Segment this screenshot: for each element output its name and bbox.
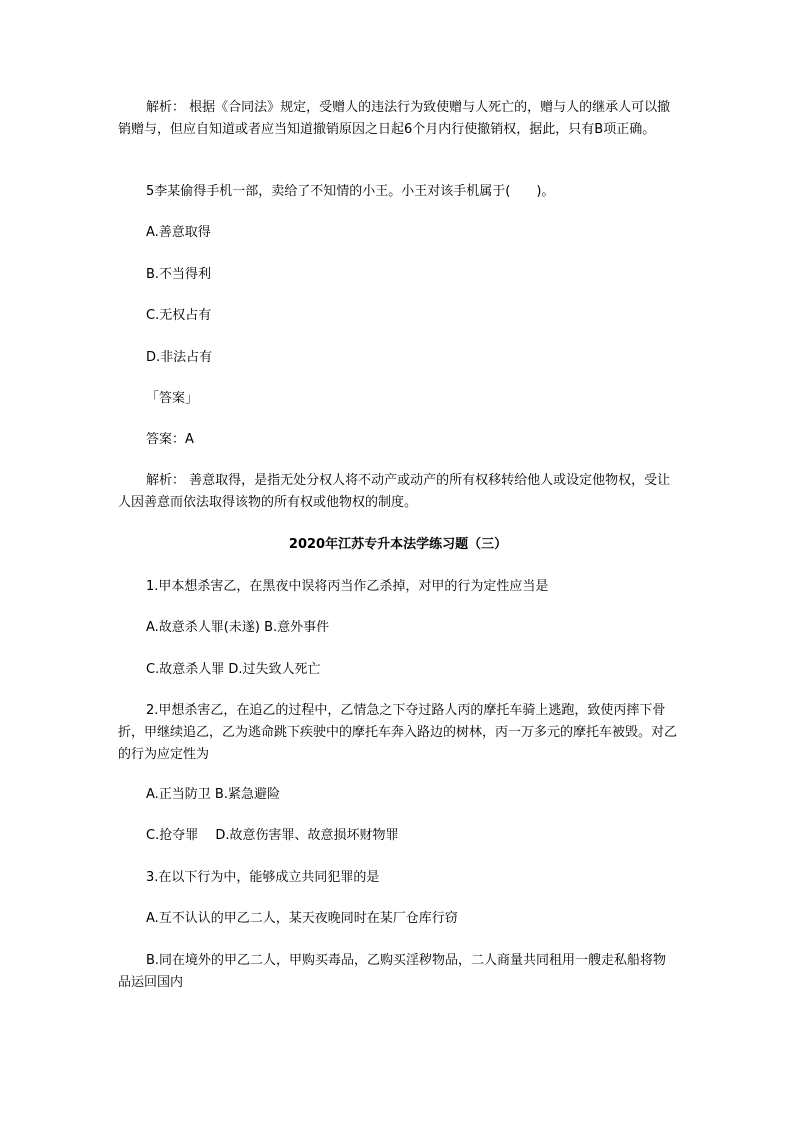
question-3-option-a: A.互不认认的甲乙二人，某天夜晚同时在某厂仓库行窃 (146, 911, 458, 926)
analysis-paragraph-1: 解析： 根据《合同法》规定，受赠人的违法行为致使赠与人死亡的，赠与人的继承人可以撤销赠与，但应自知道或者应当知道撤销原因之日起6个月内行使撤销权，据此，只有B项正确。 (118, 100, 671, 137)
question-2-options-cd: C.抢夺罪 D.故意伤害罪、故意损坏财物罪 (146, 828, 399, 843)
option-c: C.无权占有 (146, 308, 212, 323)
question-5: 5李某偷得手机一部，卖给了不知情的小王。小王对该手机属于( )。 (146, 184, 555, 199)
section-title: 2020年江苏专升本法学练习题（三） (288, 537, 508, 552)
analysis-paragraph-2: 解析： 善意取得，是指无处分权人将不动产或动产的所有权移转给他人或设定他物权，受让人因善意而依法取得该物的所有权或他物权的制度。 (118, 473, 671, 510)
option-a: A.善意取得 (146, 225, 211, 240)
question-1-options-cd: C.故意杀人罪 D.过失致人死亡 (146, 662, 321, 677)
option-d: D.非法占有 (146, 350, 213, 365)
question-3: 3.在以下行为中，能够成立共同犯罪的是 (146, 870, 380, 885)
question-1-options-ab: A.故意杀人罪(未遂) B.意外事件 (146, 620, 330, 635)
answer-heading: 「答案」 (146, 391, 199, 406)
question-3-option-b: B.同在境外的甲乙二人，甲购买毒品，乙购买淫秽物品，二人商量共同租用一艘走私船将物品运回国内 (118, 953, 667, 990)
option-b: B.不当得利 (146, 267, 212, 282)
question-2-options-ab: A.正当防卫 B.紧急避险 (146, 787, 280, 802)
question-1: 1.甲本想杀害乙，在黑夜中误将丙当作乙杀掉，对甲的行为定性应当是 (146, 579, 549, 594)
answer-text: 答案：A (146, 432, 194, 447)
question-2: 2.甲想杀害乙，在追乙的过程中，乙情急之下夺过路人丙的摩托车骑上逃跑，致使丙摔下骨折，甲继续追乙，乙为逃命跳下疾驶中的摩托车奔入路边的树林，丙一万多元的摩托车被毁。对乙的行为应定性为 (118, 703, 678, 762)
